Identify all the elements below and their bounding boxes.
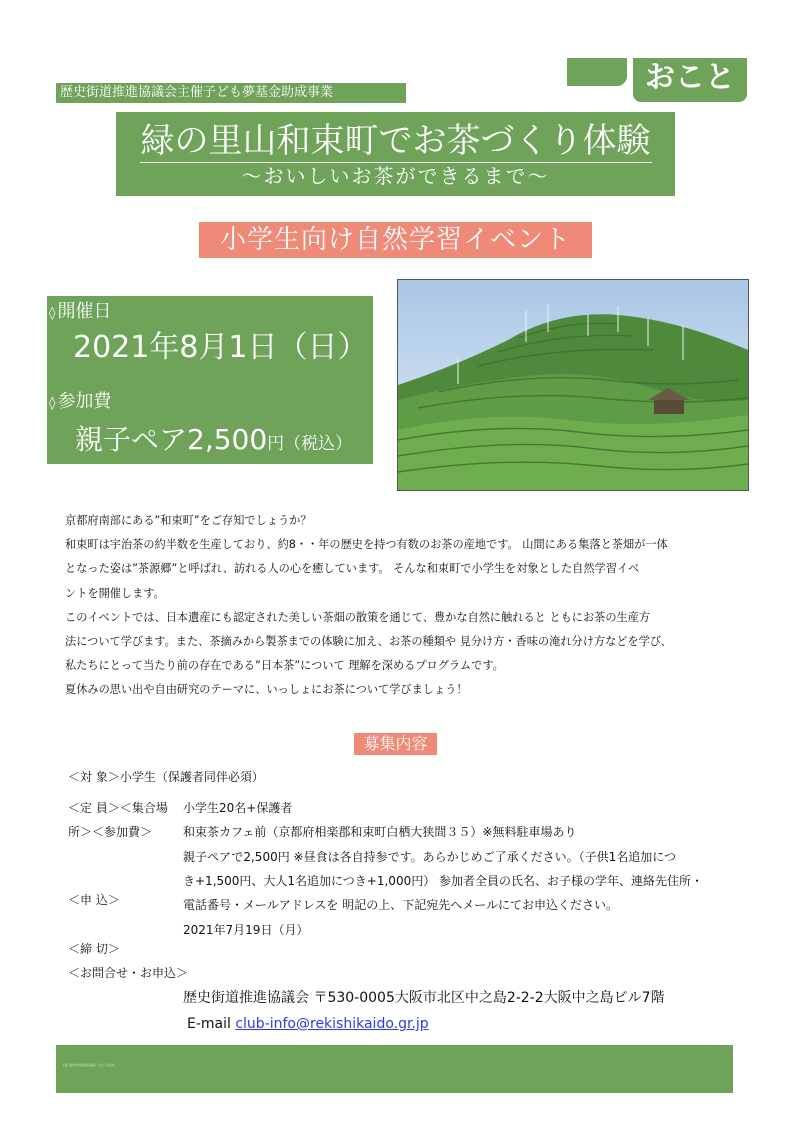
email-link[interactable]: club-info@rekishikaido.gr.jp (235, 1016, 429, 1032)
footer-text: 主催 歴史街道推進協議会 / 協力 和束町 (62, 1063, 115, 1067)
diamond-icon: ◊ (49, 396, 56, 411)
fee-detail-line-2: き+1,500円、大人1名追加につき+1,000円） 参加者全員の氏名、お子様の学年、連絡先住所・ (183, 874, 704, 888)
apply-label: ＜申 込＞ (68, 893, 120, 907)
fee-label: 参加費 (57, 391, 112, 412)
diamond-icon: ◊ (49, 306, 56, 321)
capacity-value: 小学生20名+保護者 (183, 801, 293, 815)
logo-text: おこと (633, 58, 747, 102)
deadline-label: ＜締 切＞ (68, 942, 120, 956)
sponsor-banner: 歴史街道推進協議会主催子ども夢基金助成事業 (56, 83, 406, 103)
intro-line: となった姿は”茶源郷”と呼ばれ、訪れる人の心を癒しています。 そんな和束町で小学生を対象とした自然学習イベ (65, 562, 640, 576)
intro-line: 夏休みの思い出や自由研究のテーマに、いっしょにお茶について学びましょう！ (65, 683, 468, 697)
intro-line: 私たちにとって当たり前の存在である”日本茶”について 理解を深めるプログラムです。 (65, 659, 504, 673)
contact-email-row (187, 1014, 429, 1034)
capacity-label: ＜定 員＞＜集合場 (68, 801, 168, 815)
fee-label-row (49, 390, 111, 416)
fee-suffix: 円（税込） (267, 434, 353, 454)
intro-line: 法について学びます。また、茶摘みから製茶までの体験に加え、お茶の種類や 見分け方・香味の淹れ分け方などを学び、 (65, 635, 672, 649)
event-info-panel (47, 296, 373, 464)
event-fee (75, 422, 352, 462)
recruit-heading: 募集内容 (354, 733, 437, 755)
place-value: 和束茶カフェ前（京都府相楽郡和束町白栖大狭間３５）※無料駐車場あり (183, 825, 577, 839)
apply-value: 電話番号・メールアドレスを 明記の上、下記宛先へメールにてお申込ください。 (183, 898, 618, 912)
event-date: 2021年8月1日（日） (73, 330, 368, 365)
date-label: 開催日 (57, 301, 112, 322)
footer-bar (56, 1045, 733, 1093)
deadline-value: 2021年7月19日（月） (183, 923, 309, 937)
intro-line: 京都府南部にある”和束町”をご存知でしょうか？ (65, 514, 312, 527)
event-title: 緑の里山和束町でお茶づくり体験 (116, 120, 675, 163)
event-type-banner: 小学生向け自然学習イベント (199, 222, 592, 258)
contact-address: 歴史街道推進協議会 〒530-0005大阪市北区中之島2-2-2大阪中之島ビル7階 (183, 990, 665, 1006)
event-subtitle: 〜おいしいお茶ができるまで〜 (241, 164, 550, 188)
email-label: E-mail (187, 1016, 236, 1032)
title-banner (116, 112, 675, 196)
place-label: 所＞＜参加費＞ (68, 825, 153, 839)
tea-field-photo (397, 279, 749, 491)
intro-line: このイベントでは、日本遺産にも認定された美しい茶畑の散策を通じて、豊かな自然に触れると ともにお茶の生産方 (65, 610, 651, 624)
logo-left-block (567, 58, 627, 86)
contact-label: ＜お問合せ・お申込＞ (68, 966, 189, 980)
brand-logo (567, 58, 747, 104)
intro-text (65, 509, 720, 703)
intro-line: ントを開催します。 (65, 586, 165, 600)
fee-detail-line-1: 親子ペアで2,500円 ※昼食は各自持参です。あらかじめご了承ください。（子供1名追加につ (183, 850, 677, 864)
fee-amount: 親子ペア2,500 (75, 423, 268, 456)
target-row: ＜対 象＞小学生（保護者同伴必須） (68, 770, 264, 784)
tea-field-illustration (398, 280, 748, 490)
date-label-row (49, 300, 111, 326)
intro-line: 和束町は宇治茶の約半数を生産しており、約8・・年の歴史を持つ有数のお茶の産地です。 山間にある集落と茶畑が一体 (65, 538, 668, 552)
